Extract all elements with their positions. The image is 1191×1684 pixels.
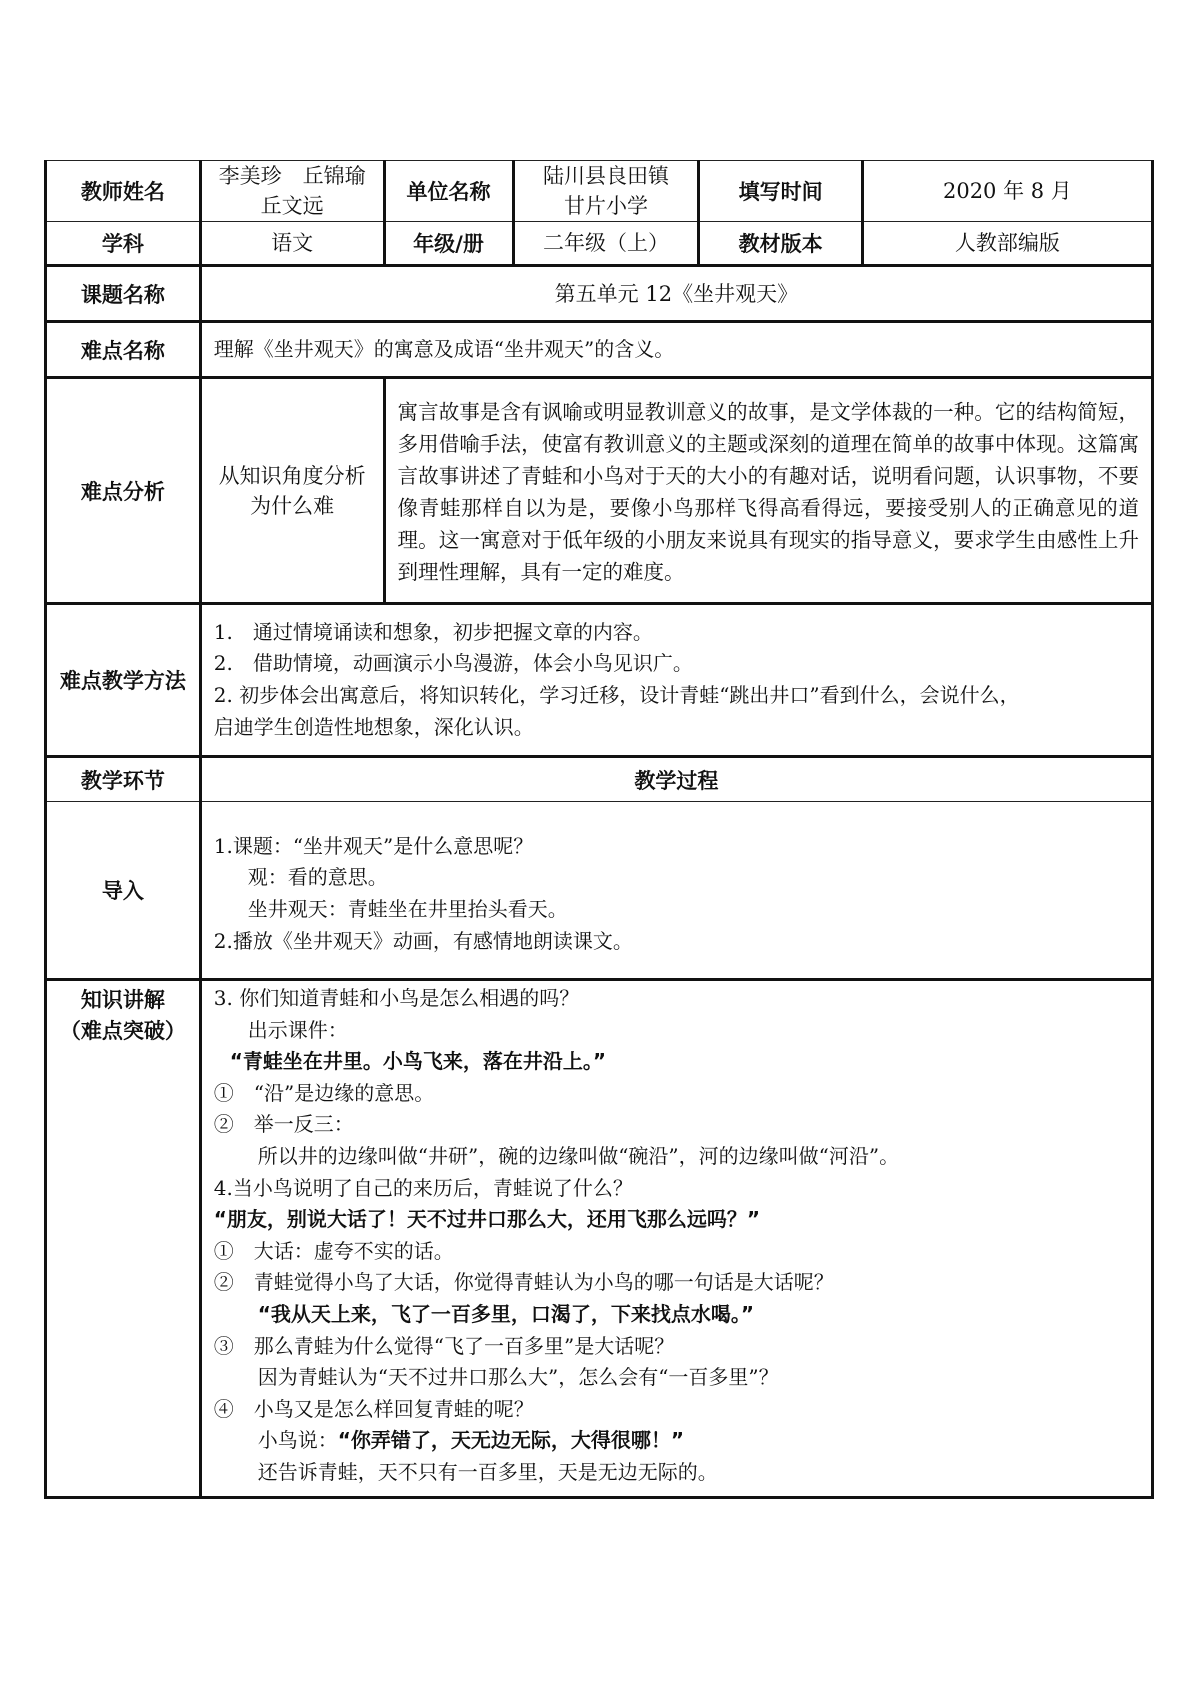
unit-label: 单位名称 <box>384 161 513 222</box>
time-label: 填写时间 <box>699 161 862 222</box>
method-content <box>200 604 1152 757</box>
difficulty-value: 理解《坐井观天》的寓意及成语“坐井观天”的含义。 <box>200 322 1152 378</box>
grade-value: 二年级（上） <box>513 222 699 266</box>
row-analysis <box>46 378 1153 604</box>
process-header: 教学过程 <box>200 757 1152 802</box>
knowledge-line: ② 青蛙觉得小鸟了大话，你觉得青蛙认为小鸟的哪一句话是大话呢？ <box>213 1270 834 1295</box>
knowledge-line: 因为青蛙认为“天不过井口那么大”，怎么会有“一百多里”？ <box>257 1365 779 1390</box>
grade-label: 年级/册 <box>384 222 513 266</box>
intro-content <box>200 802 1152 980</box>
lesson-plan-form <box>44 160 1154 1499</box>
unit-value <box>513 161 699 222</box>
lesson-plan-table <box>44 160 1154 1499</box>
knowledge-line: ② 举一反三： <box>213 1112 354 1137</box>
knowledge-line: 还告诉青蛙，天不只有一百多里，天是无边无际的。 <box>257 1459 718 1484</box>
method-label: 难点教学方法 <box>46 604 201 757</box>
intro-line: 坐井观天：青蛙坐在井里抬头看天。 <box>247 897 568 921</box>
row-intro <box>46 802 1153 980</box>
knowledge-label-line1: 知识讲解 <box>80 988 165 1012</box>
knowledge-line: 所以井的边缘叫做“井研”，碗的边缘叫做“碗沿”，河的边缘叫做“河沿”。 <box>257 1143 900 1168</box>
bird-says-prefix: 小鸟说： <box>257 1428 338 1453</box>
knowledge-line: 3. 你们知道青蛙和小鸟是怎么相遇的吗？ <box>213 986 580 1010</box>
method-line: 2. 初步体会出寓意后，将知识转化，学习迁移，设计青蛙“跳出井口”看到什么，会说什么， <box>213 683 1020 707</box>
method-line: 1. 通过情境诵读和想象，初步把握文章的内容。 <box>213 619 653 644</box>
row-knowledge <box>46 980 1153 1498</box>
unit-line1: 陆川县良田镇 <box>542 164 669 188</box>
knowledge-line: ① “沿”是边缘的意思。 <box>213 1080 435 1105</box>
analysis-sub-line1: 从知识角度分析 <box>218 463 366 488</box>
row-difficulty <box>46 322 1153 378</box>
edition-label: 教材版本 <box>699 222 862 266</box>
bird-quote: “你弄错了，天无边无际，大得很哪！” <box>337 1428 685 1453</box>
intro-line: 1.课题：“坐井观天”是什么意思呢？ <box>213 833 534 858</box>
knowledge-line: 4.当小鸟说明了自己的来历后，青蛙说了什么？ <box>213 1175 633 1200</box>
difficulty-label: 难点名称 <box>46 322 201 378</box>
analysis-text: 寓言故事是含有讽喻或明显教训意义的故事，是文学体裁的一种。它的结构简短，多用借喻手法，使富有教训意义的主题或深刻的道理在简单的故事中体现。这篇寓言故事讲述了青蛙和小鸟对于天的大小的有趣对话，说明看问题，认识事物，不要像青蛙那样自以为是，要像小鸟那样飞得高看得远，要接受别人的正确意见的道理。这一寓意对于低年级的小朋友来说具有现实的指导意义，要求学生由感性上升到理性理解，具有一定的难度。 <box>384 378 1152 604</box>
knowledge-line-emphasis: “我从天上来，飞了一百多里，口渴了，下来找点水喝。” <box>257 1301 755 1326</box>
knowledge-label-line2: （难点突破） <box>59 1019 186 1043</box>
analysis-label: 难点分析 <box>46 378 201 604</box>
intro-line: 2.播放《坐井观天》动画，有感情地朗读课文。 <box>213 928 633 953</box>
subject-value: 语文 <box>200 222 384 266</box>
intro-line: 观：看的意思。 <box>247 865 388 890</box>
knowledge-label <box>46 980 201 1498</box>
method-line: 2. 借助情境，动画演示小鸟漫游，体会小鸟见识广。 <box>213 651 693 676</box>
row-topic <box>46 266 1153 322</box>
row-subject <box>46 222 1153 266</box>
process-step-label: 教学环节 <box>46 757 201 802</box>
intro-label: 导入 <box>46 802 201 980</box>
knowledge-line <box>214 1425 1151 1457</box>
method-line: 启迪学生创造性地想象，深化认识。 <box>213 714 534 739</box>
knowledge-line: 出示课件： <box>247 1017 348 1042</box>
knowledge-line: ④ 小鸟又是怎么样回复青蛙的呢？ <box>213 1396 534 1421</box>
teacher-label: 教师姓名 <box>46 161 201 222</box>
knowledge-line-emphasis: “朋友，别说大话了！天不过井口那么大，还用飞那么远吗？” <box>213 1207 761 1232</box>
analysis-sub-label <box>200 378 384 604</box>
topic-label: 课题名称 <box>46 266 201 322</box>
teacher-names-line1: 李美珍 丘锦瑜 <box>218 164 366 188</box>
topic-value: 第五单元 12《坐井观天》 <box>200 266 1152 322</box>
edition-value: 人教部编版 <box>862 222 1152 266</box>
row-teacher <box>46 161 1153 222</box>
knowledge-content <box>200 980 1152 1498</box>
knowledge-line: ① 大话：虚夸不实的话。 <box>213 1238 454 1263</box>
analysis-sub-line2: 为什么难 <box>250 493 335 518</box>
unit-line2: 甘片小学 <box>563 194 648 218</box>
row-method <box>46 604 1153 757</box>
teacher-value <box>200 161 384 222</box>
time-value: 2020 年 8 月 <box>862 161 1152 222</box>
teacher-names-line2: 丘文远 <box>260 194 324 218</box>
knowledge-line-emphasis: “青蛙坐在井里。小鸟飞来，落在井沿上。” <box>229 1049 607 1074</box>
subject-label: 学科 <box>46 222 201 266</box>
row-process-header <box>46 757 1153 802</box>
knowledge-line: ③ 那么青蛙为什么觉得“飞了一百多里”是大话呢？ <box>213 1333 675 1358</box>
